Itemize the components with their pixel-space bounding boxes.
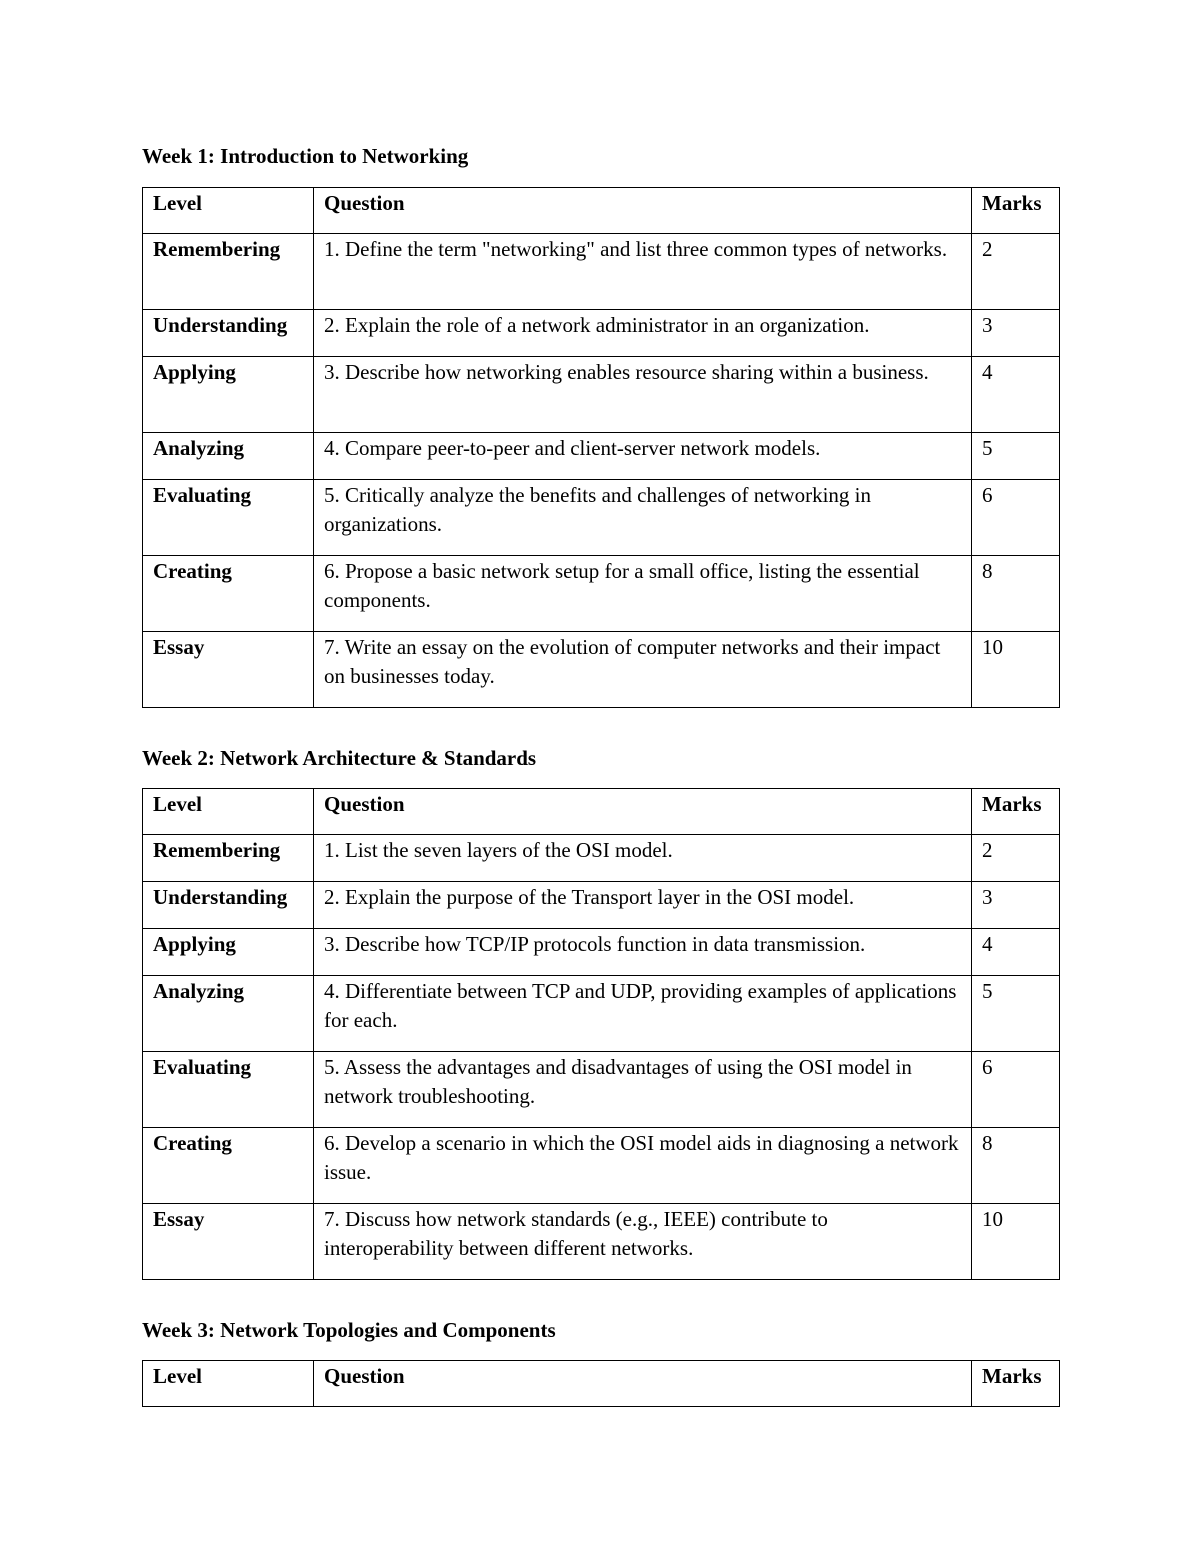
table-row — [143, 310, 1060, 357]
table-row — [143, 234, 1060, 310]
marks-cell: 8 — [972, 556, 1060, 632]
week-2-table — [142, 788, 1060, 1280]
question-cell: 1. List the seven layers of the OSI model. — [314, 835, 972, 882]
marks-cell: 10 — [972, 632, 1060, 708]
table-row — [143, 433, 1060, 480]
question-cell: 3. Describe how networking enables resource sharing within a business. — [314, 357, 972, 433]
level-cell: Analyzing — [143, 433, 314, 480]
week-1-section — [142, 144, 1059, 708]
level-cell: Understanding — [143, 310, 314, 357]
week-1-title: Week 1: Introduction to Networking — [142, 144, 469, 168]
marks-cell: 2 — [972, 835, 1060, 882]
table-header-row — [143, 1361, 1060, 1407]
question-cell: 2. Explain the role of a network administrator in an organization. — [314, 310, 972, 357]
table-header-row — [143, 188, 1060, 234]
marks-cell: 8 — [972, 1128, 1060, 1204]
question-cell: 4. Differentiate between TCP and UDP, providing examples of applications for each. — [314, 976, 972, 1052]
level-cell: Applying — [143, 929, 314, 976]
question-cell: 1. Define the term "networking" and list three common types of networks. — [314, 234, 972, 310]
header-marks: Marks — [972, 1361, 1060, 1407]
question-cell: 7. Discuss how network standards (e.g., IEEE) contribute to interoperability between different networks. — [314, 1204, 972, 1280]
level-cell: Essay — [143, 632, 314, 708]
week-3-section — [142, 1318, 1059, 1407]
question-cell: 5. Critically analyze the benefits and challenges of networking in organizations. — [314, 480, 972, 556]
header-marks: Marks — [972, 789, 1060, 835]
table-row — [143, 357, 1060, 433]
table-row — [143, 929, 1060, 976]
marks-cell: 6 — [972, 480, 1060, 556]
week-3-table — [142, 1360, 1060, 1407]
table-row — [143, 632, 1060, 708]
level-cell: Creating — [143, 1128, 314, 1204]
marks-cell: 2 — [972, 234, 1060, 310]
table-row — [143, 556, 1060, 632]
table-header-row — [143, 789, 1060, 835]
week-2-section — [142, 746, 1059, 1280]
marks-cell: 5 — [972, 433, 1060, 480]
header-question: Question — [314, 789, 972, 835]
table-row — [143, 976, 1060, 1052]
question-cell: 5. Assess the advantages and disadvantages of using the OSI model in network troubleshooting. — [314, 1052, 972, 1128]
marks-cell: 3 — [972, 882, 1060, 929]
table-row — [143, 835, 1060, 882]
table-row — [143, 1052, 1060, 1128]
level-cell: Essay — [143, 1204, 314, 1280]
header-level: Level — [143, 188, 314, 234]
marks-cell: 10 — [972, 1204, 1060, 1280]
question-cell: 6. Propose a basic network setup for a small office, listing the essential components. — [314, 556, 972, 632]
table-row — [143, 1204, 1060, 1280]
marks-cell: 3 — [972, 310, 1060, 357]
table-row — [143, 882, 1060, 929]
marks-cell: 6 — [972, 1052, 1060, 1128]
marks-cell: 4 — [972, 929, 1060, 976]
level-cell: Understanding — [143, 882, 314, 929]
question-cell: 6. Develop a scenario in which the OSI model aids in diagnosing a network issue. — [314, 1128, 972, 1204]
level-cell: Evaluating — [143, 480, 314, 556]
marks-cell: 5 — [972, 976, 1060, 1052]
level-cell: Remembering — [143, 835, 314, 882]
level-cell: Analyzing — [143, 976, 314, 1052]
question-cell: 7. Write an essay on the evolution of computer networks and their impact on businesses today. — [314, 632, 972, 708]
question-cell: 2. Explain the purpose of the Transport layer in the OSI model. — [314, 882, 972, 929]
level-cell: Creating — [143, 556, 314, 632]
week-2-title: Week 2: Network Architecture & Standards — [142, 746, 537, 770]
header-marks: Marks — [972, 188, 1060, 234]
level-cell: Applying — [143, 357, 314, 433]
question-cell: 3. Describe how TCP/IP protocols function in data transmission. — [314, 929, 972, 976]
week-3-title: Week 3: Network Topologies and Components — [142, 1318, 556, 1342]
level-cell: Evaluating — [143, 1052, 314, 1128]
question-cell: 4. Compare peer-to-peer and client-server network models. — [314, 433, 972, 480]
week-1-table — [142, 187, 1060, 708]
table-row — [143, 1128, 1060, 1204]
header-level: Level — [143, 789, 314, 835]
header-question: Question — [314, 188, 972, 234]
level-cell: Remembering — [143, 234, 314, 310]
header-question: Question — [314, 1361, 972, 1407]
table-row — [143, 480, 1060, 556]
marks-cell: 4 — [972, 357, 1060, 433]
header-level: Level — [143, 1361, 314, 1407]
